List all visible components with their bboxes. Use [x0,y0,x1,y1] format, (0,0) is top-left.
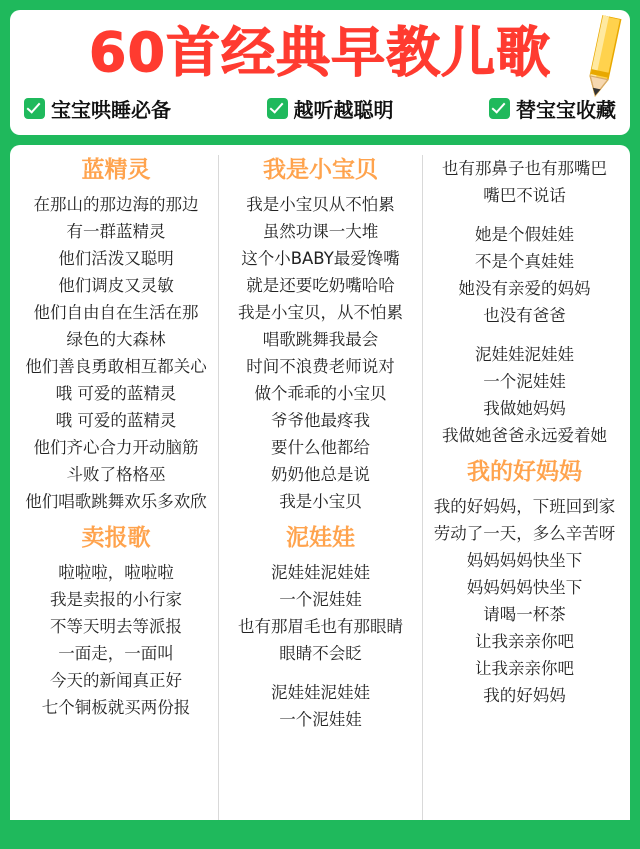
lyric-line: 让我亲亲你吧 [475,632,574,651]
badge-item-0 [24,94,171,123]
lyric-line: 就是还要吃奶嘴哈哈 [246,276,395,295]
lyric-line: 虽然功课一大堆 [262,222,379,241]
lyric-line: 一个泥娃娃 [483,372,566,391]
lyric-line: 他们活泼又聪明 [58,249,174,268]
lyrics-column-2 [218,155,422,820]
lyric-line: 一个泥娃娃 [279,710,362,729]
lyric-line: 奶奶他总是说 [271,465,370,484]
lyric-line: 唱歌跳舞我最会 [262,330,379,349]
lyrics-column-3 [422,155,626,820]
lyric-line: 泥娃娃泥娃娃 [475,345,574,364]
lyric-line: 哦 可爱的蓝精灵 [55,411,177,430]
lyric-line: 他们齐心合力开动脑筋 [33,438,199,457]
lyric-line: 眼睛不会眨 [279,644,362,663]
lyric-line: 不等天明去等派报 [50,617,182,636]
lyric-line: 不是个真娃娃 [475,252,574,271]
lyric-line: 妈妈妈妈快坐下 [466,551,583,570]
lyric-line: 他们唱歌跳舞欢乐多欢欣 [25,492,207,511]
lyric-line: 一个泥娃娃 [279,590,362,609]
lyrics-column-1 [14,155,218,820]
lyric-line: 泥娃娃泥娃娃 [271,563,370,582]
lyric-line: 我的好妈妈 [483,686,566,705]
badge-row [22,94,618,123]
lyric-line: 要什么他都给 [271,438,370,457]
song-title-niwawa: 泥娃娃 [286,525,355,551]
lyric-line: 妈妈妈妈快坐下 [466,578,583,597]
lyric-line: 我是卖报的小行家 [50,590,182,609]
lyric-line: 啦啦啦，啦啦啦 [58,563,174,582]
lyric-line: 他们自由自在生活在那 [33,303,199,322]
lyric-line: 请喝一杯茶 [483,605,566,624]
song-title-lanjingling: 蓝精灵 [81,157,151,183]
lyric-line: 他们善良勇敢相互都关心 [25,357,207,376]
lyric-line: 我做她爸爸永远爱着她 [442,426,607,445]
lyric-line: 也有那眉毛也有那眼睛 [238,617,403,636]
badge-label-0: 宝宝哄睡必备 [51,98,171,122]
lyric-line: 在那山的那边海的那边 [33,195,199,214]
lyric-line: 有一群蓝精灵 [66,222,166,241]
lyric-line: 哦 可爱的蓝精灵 [55,384,177,403]
stanza-gap [225,667,416,679]
lyric-line: 我做她妈妈 [483,399,566,418]
badge-label-1: 越听越聪明 [293,98,394,122]
lyric-line: 爷爷他最疼我 [271,411,370,430]
song-title-wodehaomama: 我的好妈妈 [467,459,582,485]
lyric-line: 这个小BABY最爱馋嘴 [241,249,400,268]
lyric-line: 七个铜板就买两份报 [41,698,191,717]
lyric-line: 她是个假娃娃 [475,225,574,244]
page-title: 60首经典早教儿歌 [88,21,552,84]
badge-item-1 [267,94,394,123]
lyric-line: 劳动了一天，多么辛苦呀 [433,524,616,543]
lyric-line: 嘴巴不说话 [483,186,566,205]
lyrics-columns [10,145,630,820]
badge-label-2: 替宝宝收藏 [516,98,616,122]
lyric-line: 泥娃娃泥娃娃 [271,683,370,702]
stanza-gap [429,329,620,341]
lyric-line: 他们调皮又灵敏 [58,276,174,295]
title-card [10,10,630,135]
check-icon [489,98,510,119]
stanza-gap [429,209,620,221]
check-icon [267,98,288,119]
lyric-line: 我是小宝贝从不怕累 [246,195,395,214]
lyric-line: 今天的新闻真正好 [50,671,182,690]
lyric-line: 也没有爸爸 [483,306,566,325]
lyric-line: 斗败了格格巫 [66,465,166,484]
lyric-line: 一面走，一面叫 [58,644,174,663]
lyric-line: 做个乖乖的小宝贝 [254,384,387,403]
song-title-maibaoge: 卖报歌 [81,525,151,551]
lyric-line: 我是小宝贝，从不怕累 [238,303,403,322]
lyric-line: 我的好妈妈，下班回到家 [433,497,616,516]
lyric-line: 绿色的大森林 [66,330,166,349]
lyric-line: 她没有亲爱的妈妈 [458,279,591,298]
badge-item-2 [489,94,616,123]
lyric-line: 时间不浪费老师说对 [246,357,395,376]
lyric-line: 我是小宝贝 [279,492,362,511]
check-icon [24,98,45,119]
lyric-line: 也有那鼻子也有那嘴巴 [442,159,607,178]
song-title-woshixiaobaobei: 我是小宝贝 [263,157,378,183]
lyric-line: 让我亲亲你吧 [475,659,574,678]
